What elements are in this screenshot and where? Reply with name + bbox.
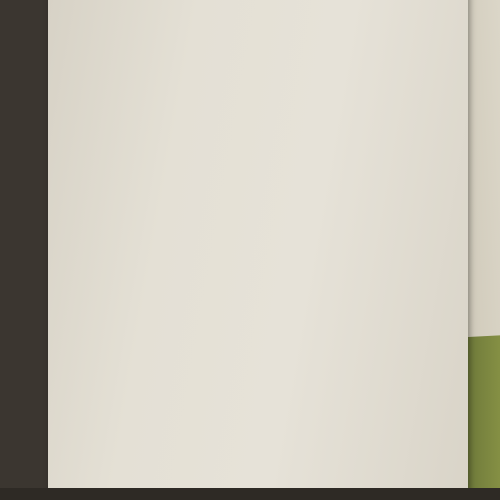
table-edge bbox=[0, 488, 500, 500]
book-page bbox=[48, 0, 468, 500]
